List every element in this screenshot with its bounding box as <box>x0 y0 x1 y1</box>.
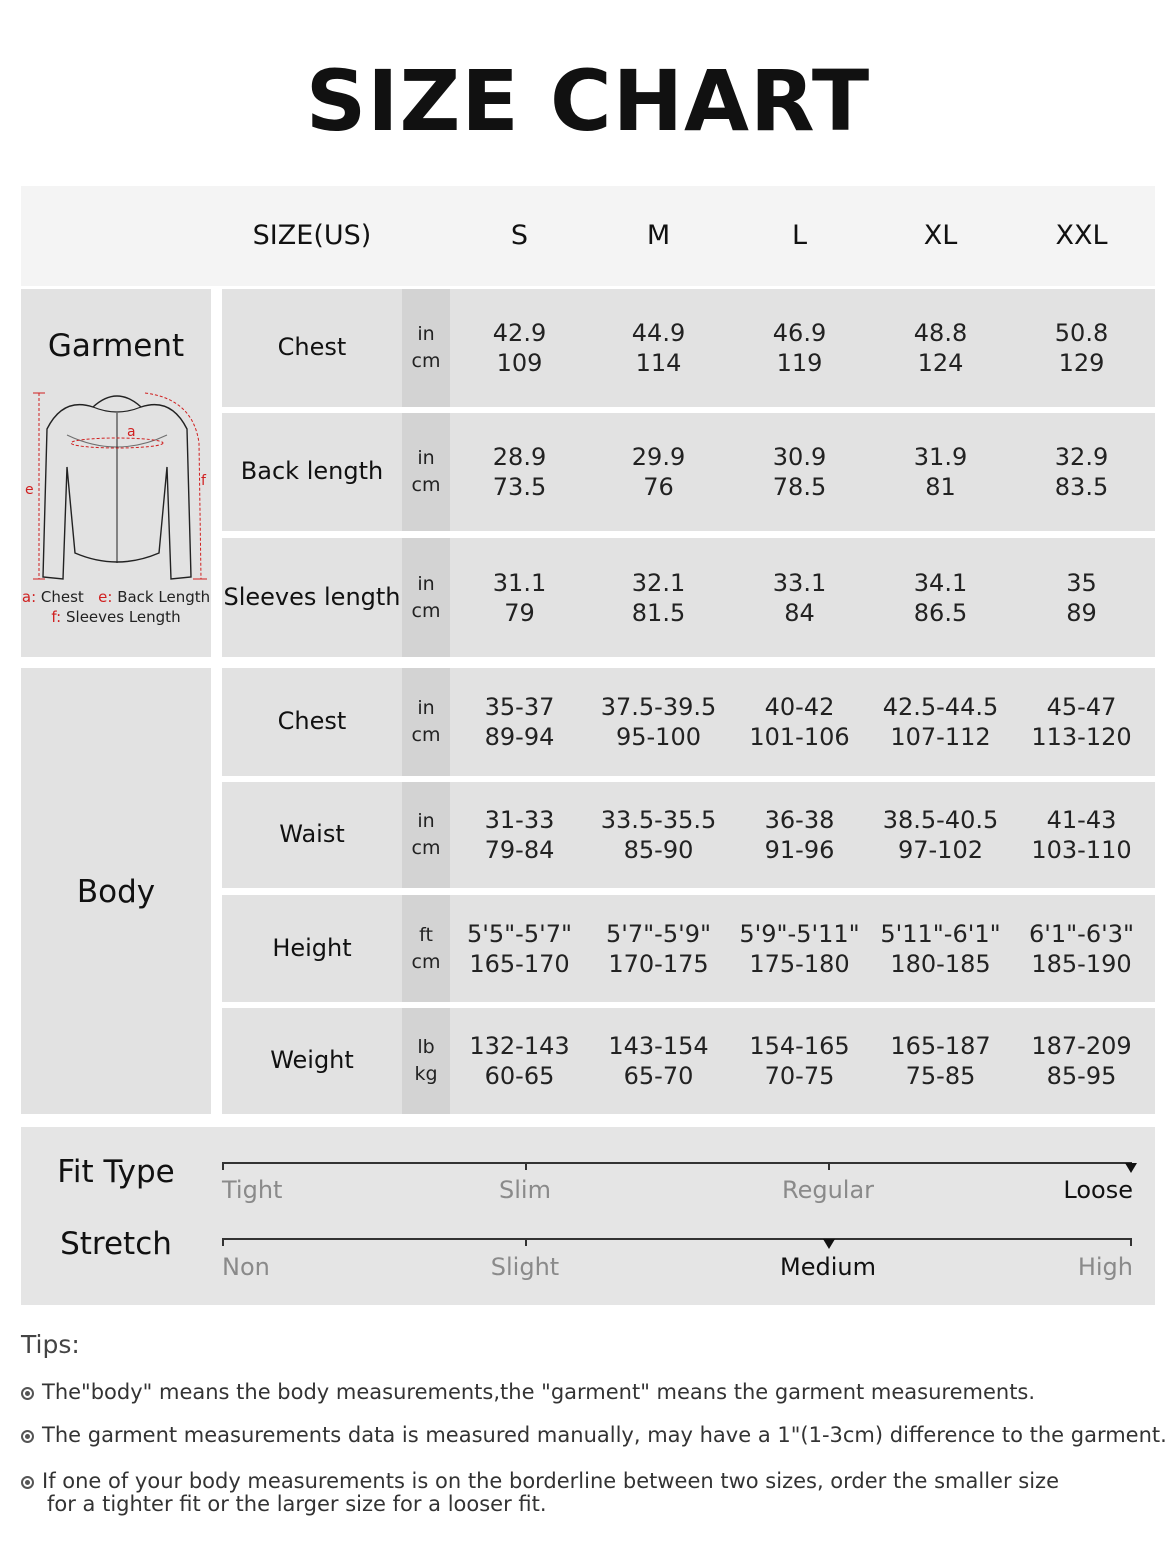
size-value-cell: 154-165 <box>749 1032 850 1060</box>
stretch-tick <box>1130 1238 1132 1246</box>
size-value-cell: 129 <box>1058 349 1105 377</box>
size-s: S <box>510 220 529 251</box>
unit-label: cm <box>411 950 441 973</box>
size-value-cell: 81.5 <box>631 598 686 627</box>
size-value-cell: 40-42 <box>764 693 835 721</box>
garment-label: Garment <box>47 328 185 364</box>
measurement-name: Chest <box>277 333 347 361</box>
size-value-cell: 114 <box>635 349 682 377</box>
size-value-cell: 119 <box>776 349 823 377</box>
size-value-cell: 83.5 <box>1054 473 1109 501</box>
size-value-cell: 89-94 <box>484 723 555 751</box>
size-value-cell: 101-106 <box>749 723 850 751</box>
size-value-cell: 165-170 <box>469 949 570 978</box>
measurement-name: Sleeves length <box>223 582 401 611</box>
circle-dot-icon <box>21 1476 34 1489</box>
size-value-cell: 170-175 <box>608 949 709 978</box>
diagram-legend-line2: f: Sleeves Length <box>51 608 181 626</box>
body-label: Body <box>76 874 156 910</box>
size-value-cell: 187-209 <box>1031 1032 1132 1060</box>
size-value-cell: 5'7"-5'9" <box>605 919 711 948</box>
size-value-cell: 97-102 <box>897 836 983 864</box>
size-l: L <box>791 220 808 251</box>
size-value-cell: 75-85 <box>905 1062 976 1090</box>
fit_type-tick <box>222 1162 224 1170</box>
fit_type-option-regular: Regular <box>781 1176 875 1204</box>
size-value-cell: 81 <box>925 473 956 501</box>
size-value-cell: 91-96 <box>764 836 835 864</box>
size-value-cell: 132-143 <box>469 1032 570 1060</box>
stretch-option-non: Non <box>222 1253 270 1281</box>
stretch-option-slight: Slight <box>490 1253 560 1281</box>
unit-label: lb <box>417 1036 435 1058</box>
tip-item: The"body" means the body measurements,the "garment" means the garment measurements. <box>21 1380 1035 1404</box>
size-value-cell: 185-190 <box>1031 949 1132 978</box>
size-value-cell: 30.9 <box>772 443 827 471</box>
size-value-cell: 29.9 <box>631 443 686 471</box>
fit-type-label: Fit Type <box>57 1154 175 1190</box>
size-value-cell: 35 <box>1066 568 1097 597</box>
size-value-cell: 31.1 <box>492 568 547 597</box>
unit-label: kg <box>414 1063 438 1085</box>
measurement-name: Chest <box>277 707 347 735</box>
size-value-cell: 103-110 <box>1031 836 1132 864</box>
size-value-cell: 79-84 <box>484 836 555 864</box>
size-value-cell: 86.5 <box>913 598 968 627</box>
page-title: SIZE CHART <box>305 52 871 150</box>
fit_type-tick <box>525 1162 527 1170</box>
size-value-cell: 76 <box>643 473 674 501</box>
measurement-name: Height <box>272 933 352 962</box>
unit-label: in <box>417 572 435 595</box>
size-value-cell: 65-70 <box>623 1062 694 1090</box>
size-value-cell: 35-37 <box>484 693 555 721</box>
size-value-cell: 33.5-35.5 <box>600 806 717 834</box>
size-value-cell: 95-100 <box>615 723 701 751</box>
size-value-cell: 79 <box>504 598 535 627</box>
size-value-cell: 34.1 <box>913 568 968 597</box>
size-value-cell: 31.9 <box>913 443 968 471</box>
size-value-cell: 85-95 <box>1046 1062 1117 1090</box>
circle-dot-icon <box>21 1430 34 1443</box>
size-value-cell: 37.5-39.5 <box>600 693 717 721</box>
size-value-cell: 143-154 <box>608 1032 709 1060</box>
measurement-name: Back length <box>240 457 384 485</box>
size-value-cell: 42.5-44.5 <box>882 693 999 721</box>
fit_type-option-slim: Slim <box>499 1176 551 1204</box>
stretch-option-high: High <box>1077 1253 1133 1281</box>
size-value-cell: 6'1"-6'3" <box>1028 919 1134 948</box>
tips-title: Tips: <box>21 1330 80 1359</box>
stretch-scale-line <box>222 1238 1132 1240</box>
size-value-cell: 48.8 <box>913 319 968 347</box>
size-value-cell: 33.1 <box>772 568 827 597</box>
size-value-cell: 50.8 <box>1054 319 1109 347</box>
size-value-cell: 113-120 <box>1031 723 1132 751</box>
tip-item: If one of your body measurements is on the borderline between two sizes, order the smaller size <box>21 1469 1059 1493</box>
size-value-cell: 42.9 <box>492 319 547 347</box>
size-m: M <box>646 220 671 251</box>
size-value-cell: 84 <box>784 598 815 627</box>
triangle-down-icon <box>1125 1163 1137 1173</box>
size-value-cell: 180-185 <box>890 949 991 978</box>
size-value-cell: 5'5"-5'7" <box>466 919 572 948</box>
unit-label: cm <box>411 599 441 622</box>
size-value-cell: 32.9 <box>1054 443 1109 471</box>
stretch-label: Stretch <box>60 1226 172 1262</box>
size-value-cell: 124 <box>917 349 964 377</box>
size-value-cell: 45-47 <box>1046 693 1117 721</box>
unit-label: in <box>417 810 435 832</box>
stretch-tick <box>525 1238 527 1246</box>
long-sleeve-jersey-icon <box>21 383 211 588</box>
size-value-cell: 165-187 <box>890 1032 991 1060</box>
size-value-cell: 107-112 <box>890 723 991 751</box>
size-value-cell: 78.5 <box>772 473 827 501</box>
size-value-cell: 89 <box>1066 598 1097 627</box>
size-value-cell: 38.5-40.5 <box>882 806 999 834</box>
size-value-cell: 32.1 <box>631 568 686 597</box>
size-value-cell: 28.9 <box>492 443 547 471</box>
size-value-cell: 46.9 <box>772 319 827 347</box>
stretch-option-medium: Medium <box>780 1253 876 1281</box>
size-value-cell: 31-33 <box>484 806 555 834</box>
size-value-cell: 70-75 <box>764 1062 835 1090</box>
size-label: SIZE(US) <box>252 220 372 251</box>
size-value-cell: 5'9"-5'11" <box>739 919 860 948</box>
fit_type-scale-line <box>222 1162 1132 1164</box>
diagram-letter-f: f <box>201 473 206 489</box>
unit-label: cm <box>411 350 441 372</box>
tip-item: The garment measurements data is measured manually, may have a 1"(1-3cm) difference to the garment. <box>21 1423 1167 1447</box>
triangle-down-icon <box>823 1239 835 1249</box>
circle-dot-icon <box>21 1387 34 1400</box>
size-xxl: XXL <box>1055 220 1108 251</box>
unit-label: cm <box>411 474 441 496</box>
size-value-cell: 175-180 <box>749 949 850 978</box>
size-value-cell: 36-38 <box>764 806 835 834</box>
size-value-cell: 44.9 <box>631 319 686 347</box>
size-value-cell: 60-65 <box>484 1062 555 1090</box>
fit_type-tick <box>828 1162 830 1170</box>
diagram-letter-e: e <box>25 482 34 498</box>
diagram-letter-a: a <box>127 424 136 440</box>
size-value-cell: 85-90 <box>623 836 694 864</box>
tip-item-continued: for a tighter fit or the larger size for a looser fit. <box>47 1492 547 1516</box>
unit-label: cm <box>411 837 441 859</box>
fit_type-option-loose: Loose <box>1063 1176 1133 1204</box>
unit-label: ft <box>419 923 433 946</box>
fit_type-option-tight: Tight <box>222 1176 283 1204</box>
size-value-cell: 73.5 <box>492 473 547 501</box>
size-xl: XL <box>923 220 958 251</box>
diagram-legend-line1: a: Chest e: Back Length <box>21 588 211 606</box>
size-value-cell: 41-43 <box>1046 806 1117 834</box>
size-value-cell: 5'11"-6'1" <box>880 919 1001 948</box>
unit-label: cm <box>411 724 441 746</box>
size-value-cell: 109 <box>496 349 543 377</box>
unit-label: in <box>417 447 435 469</box>
unit-label: in <box>417 697 435 719</box>
stretch-tick <box>222 1238 224 1246</box>
measurement-name: Waist <box>279 820 345 848</box>
measurement-name: Weight <box>270 1046 354 1074</box>
unit-label: in <box>417 323 435 345</box>
